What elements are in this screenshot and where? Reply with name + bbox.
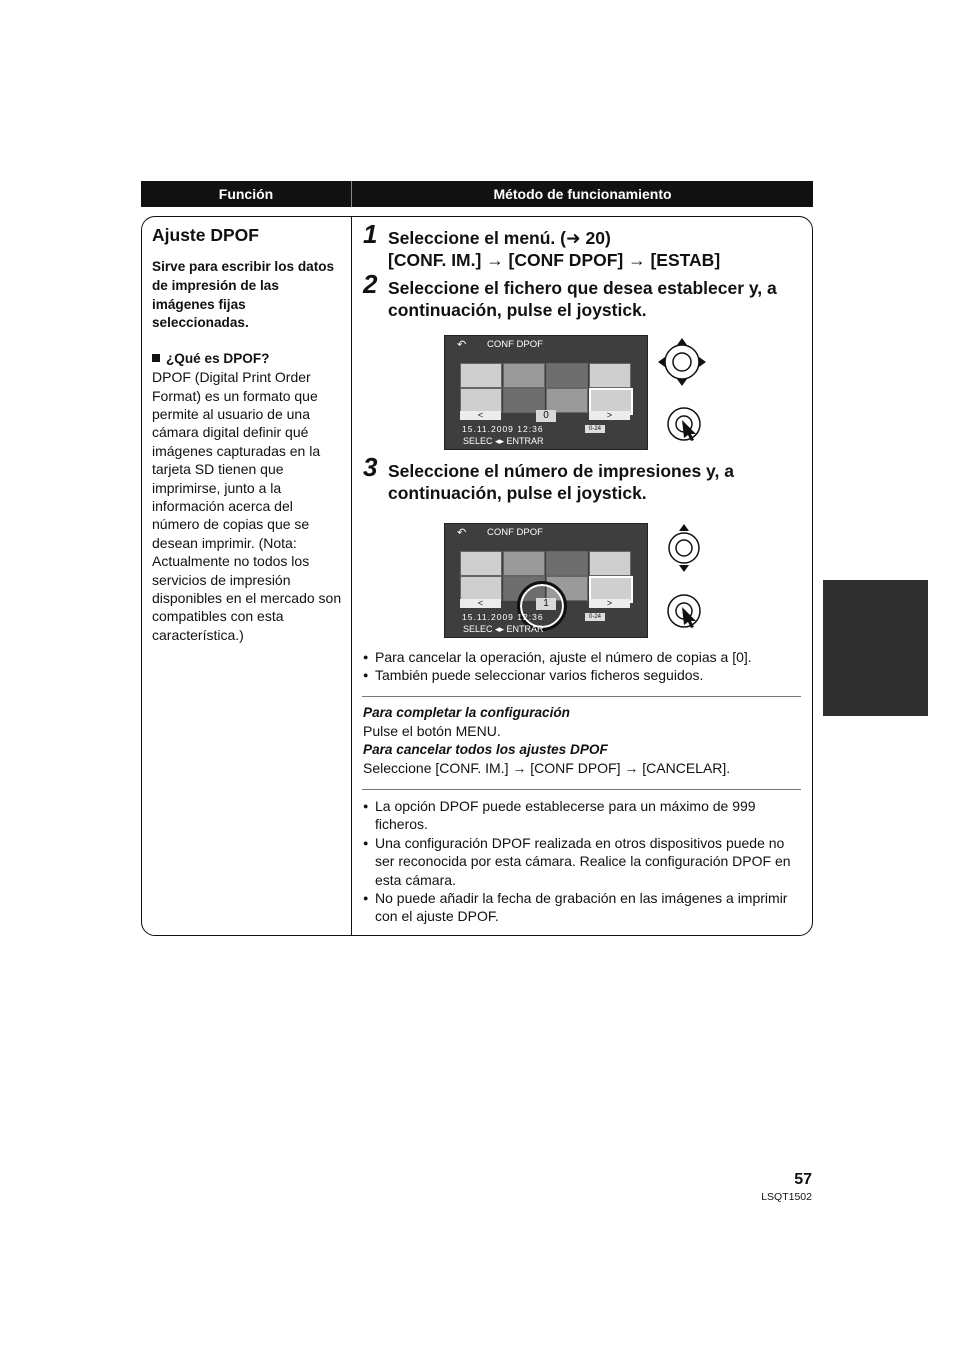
thumbnail [589, 363, 631, 388]
step-3-text: Seleccione el número de impresiones y, a continuación, pulse el joystick. [388, 461, 734, 503]
step-2 [363, 269, 808, 321]
function-intro: Sirve para escribir los datos de impresión de las imágenes fijas seleccionadas. [152, 259, 335, 331]
complete-text: Pulse el botón MENU. [363, 723, 501, 740]
dpof-description: DPOF (Digital Print Order Format) es un formato que permite al usuario de una cámara digital definir qué imágenes capturadas en la tarjeta SD tienen que imprimirse, junto a la información acerca del número de copias que se desean imprimir. (Nota: Actualmente no todos los servicios de impresión disponibles en el mercado son compatibles con esta característica.) [152, 369, 342, 643]
nav-next: > [589, 599, 630, 608]
notes-list-b [363, 797, 791, 926]
screen-title: CONF DPOF [487, 527, 543, 538]
complete-info [363, 704, 803, 778]
cancel-text: Seleccione [CONF. IM.] → [CONF DPOF] → [CANCELAR]. [363, 760, 731, 777]
page-number: 57 [794, 1171, 812, 1188]
nav-prev: < [460, 599, 501, 608]
document-code: LSQT1502 [761, 1191, 812, 1203]
separator [362, 789, 801, 790]
return-icon: ↶ [457, 527, 467, 539]
nav-prev: < [460, 411, 501, 420]
step-number: 1 [363, 219, 378, 249]
column-divider [351, 216, 352, 936]
step-1-line1: Seleccione el menú. (➜ 20) [388, 228, 611, 248]
notes-list-a [363, 648, 803, 685]
cancel-title: Para cancelar todos los ajustes DPOF [363, 741, 608, 757]
note-item: ● Una configuración DPOF realizada en otros dispositivos puede no ser reconocida por esta cámara. Realice la configuración DPOF en esta cámara. [363, 834, 791, 889]
joystick-press-icon [664, 591, 704, 631]
step-number: 2 [363, 269, 378, 299]
step-1-line2: [CONF. IM.] → [CONF DPOF] → [ESTAB] [388, 250, 721, 270]
function-title: Ajuste DPOF [152, 225, 259, 245]
media-badge: 0-24 [585, 425, 605, 433]
thumbnail [460, 551, 502, 576]
separator [362, 696, 801, 697]
copy-count: 1 [536, 598, 556, 610]
camera-screen-set-count [444, 523, 648, 638]
step-2-text: Seleccione el fichero que desea establecer y, a continuación, pulse el joystick. [388, 278, 777, 320]
header-function: Función [141, 181, 352, 207]
thumbnail [546, 363, 588, 388]
screen-title: CONF DPOF [487, 339, 543, 350]
dpof-question [152, 350, 342, 368]
thumbnail [503, 551, 545, 576]
screen-footer: SELEC ◂▸ ENTRAR [463, 436, 544, 446]
thumbnail [589, 551, 631, 576]
header-method: Método de funcionamiento [493, 186, 672, 202]
note-item: ● También puede seleccionar varios ficheros seguidos. [363, 666, 803, 684]
joystick-updown-icon [661, 523, 707, 573]
section-tab-marker [823, 580, 928, 716]
note-item: ● La opción DPOF puede establecerse para un máximo de 999 ficheros. [363, 797, 791, 834]
return-icon: ↶ [457, 339, 467, 351]
function-column [152, 226, 342, 644]
step-number: 3 [363, 452, 378, 482]
dpof-question-text: ¿Qué es DPOF? [166, 350, 270, 366]
screen-date: 15.11.2009 12:36 [462, 612, 544, 622]
square-bullet-icon [152, 354, 160, 362]
complete-title: Para completar la configuración [363, 705, 570, 720]
camera-screen-select-file [444, 335, 648, 450]
table-header [141, 181, 813, 207]
thumbnail [503, 363, 545, 388]
note-item: ● Para cancelar la operación, ajuste el número de copias a [0]. [363, 648, 803, 666]
screen-date: 15.11.2009 12:36 [462, 424, 544, 434]
note-item: ● No puede añadir la fecha de grabación en las imágenes a imprimir con el ajuste DPOF. [363, 889, 791, 926]
step-3 [363, 452, 808, 504]
nav-next: > [589, 411, 630, 420]
step-1 [363, 219, 808, 271]
thumbnail [460, 363, 502, 388]
copy-count: 0 [536, 410, 556, 422]
joystick-press-icon [664, 404, 704, 444]
screen-footer: SELEC ◂▸ ENTRAR [463, 624, 544, 634]
joystick-direction-icon [656, 336, 708, 388]
media-badge: 0-24 [585, 613, 605, 621]
thumbnail [546, 551, 588, 576]
